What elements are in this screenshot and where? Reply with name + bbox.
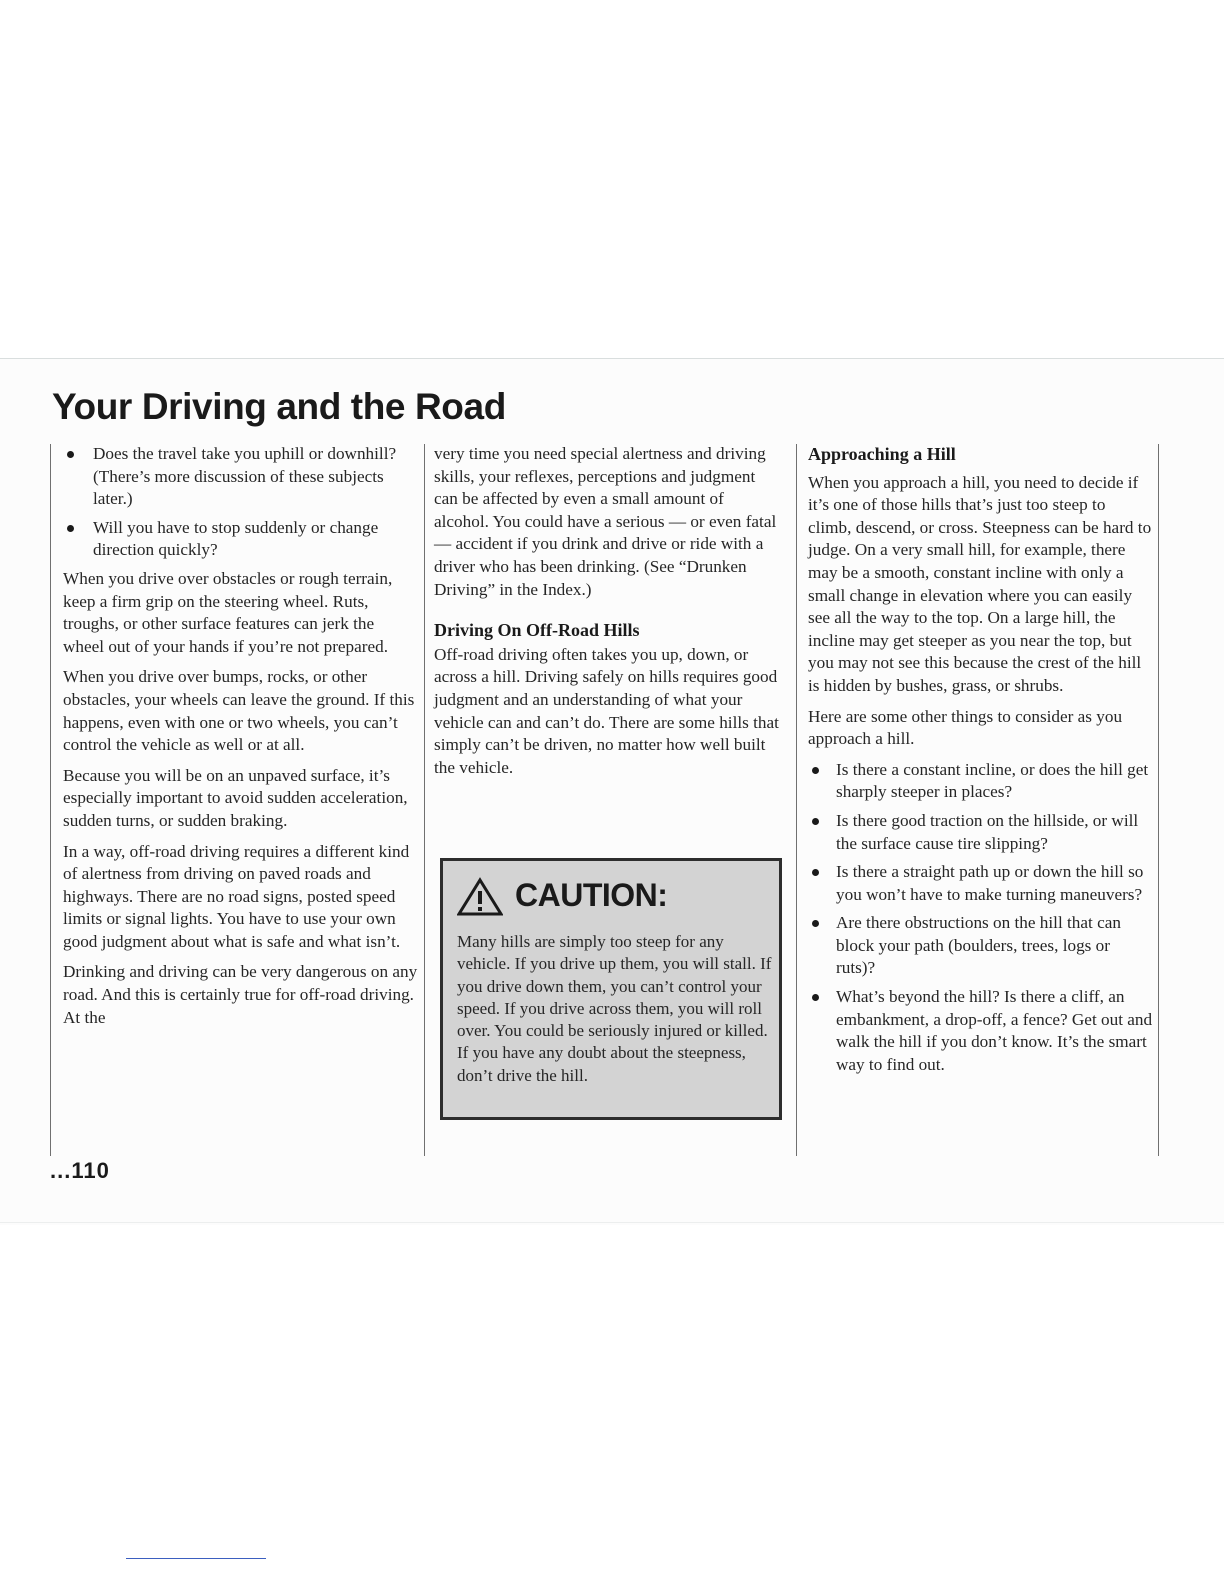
paragraph-unpaved: Because you will be on an unpaved surface, it’s especially important to avoid sudden acceleration, sudden turns, or sudden braking. bbox=[63, 765, 408, 830]
list-item bbox=[63, 443, 418, 511]
list-item-text: Is there a straight path up or down the hill so you won’t have to make turning maneuvers? bbox=[836, 862, 1144, 904]
bullet-icon bbox=[812, 994, 819, 1001]
caution-text: Many hills are simply too steep for any vehicle. If you drive up them, you will stall. If you drive down them, you can’t control your speed. If you drive across them, you will roll over. You could be seriously injured or killed. If you have any doubt about the steepness, don’t drive the hill. bbox=[457, 932, 772, 1085]
list-item-text: Will you have to stop suddenly or change direction quickly? bbox=[93, 517, 379, 560]
list-item-text: Is there good traction on the hillside, or will the surface cause tire slipping? bbox=[836, 810, 1139, 853]
column-divider-middle bbox=[424, 444, 425, 1156]
column-2 bbox=[434, 443, 779, 787]
column-divider-left bbox=[50, 444, 51, 1156]
bullet-icon bbox=[812, 818, 819, 825]
bullet-icon bbox=[812, 869, 819, 876]
column-divider-edge bbox=[1158, 444, 1159, 1156]
paragraph-drinking-continued: very time you need special alertness and driving skills, your reflexes, perceptions and judgment can be affected by even a small amount of alcohol. You could have a serious — or even fatal — accident if you drink and drive or ride with a driver who has been drinking. (See “Drunken Driving” in the Index.) bbox=[434, 444, 777, 599]
column-divider-right bbox=[796, 444, 797, 1156]
paragraph-alertness: In a way, off-road driving requires a different kind of alertness from driving on paved roads and highways. There are no road signs, posted speed limits or signal lights. You have to use your own good judgment about what is safe and what isn’t. bbox=[63, 841, 410, 951]
warning-triangle-icon bbox=[457, 877, 503, 922]
column-1 bbox=[63, 443, 418, 1037]
caution-box bbox=[440, 858, 782, 1120]
paragraph-drinking: Drinking and driving can be very dangerous on any road. And this is certainly true for off-road driving. At the bbox=[63, 962, 418, 1027]
caution-title: CAUTION: bbox=[515, 877, 668, 913]
paragraph-off-road-hills: Off-road driving often takes you up, down, or across a hill. Driving safely on hills requires good judgment and an understanding of what your vehicle can and can’t do. There are some hills that simply can’t be driven, no matter how well built the vehicle. bbox=[434, 644, 779, 777]
heading-off-road-hills: Driving On Off-Road Hills bbox=[434, 620, 640, 641]
footer-rule bbox=[126, 1558, 266, 1559]
list-item bbox=[808, 912, 1153, 980]
list-item-text: Is there a constant incline, or does the hill get sharply steeper in places? bbox=[836, 759, 1149, 802]
list-item bbox=[808, 759, 1153, 804]
list-item-text: Are there obstructions on the hill that can block your path (boulders, trees, logs or ruts)? bbox=[836, 913, 1121, 978]
list-item bbox=[808, 810, 1153, 855]
column-3 bbox=[808, 443, 1153, 1082]
page-number: ...110 bbox=[50, 1158, 110, 1183]
bullet-icon bbox=[812, 767, 819, 774]
bullet-icon bbox=[67, 451, 74, 458]
bullet-icon bbox=[67, 525, 74, 532]
paragraph-consider: Here are some other things to consider as you approach a hill. bbox=[808, 706, 1123, 749]
list-item bbox=[63, 517, 418, 562]
travel-questions-list bbox=[63, 443, 418, 562]
page-bottom-edge bbox=[0, 1222, 1224, 1223]
list-item bbox=[808, 986, 1153, 1076]
paragraph-approach: When you approach a hill, you need to decide if it’s one of those hills that’s just too steep to climb, descend, or cross. Steepness can be hard to judge. On a very small hill, for example, there may be a smooth, constant incline with only a small change in elevation where you can easily see all the way to the top. On a large hill, the incline may get steeper as you near the top, but you may not see this because the crest of the hill is hidden by bushes, grass, or shrubs. bbox=[808, 472, 1152, 695]
hill-questions-list bbox=[808, 759, 1153, 1077]
paragraph-bumps: When you drive over bumps, rocks, or other obstacles, your wheels can leave the ground. If this happens, even with one or two wheels, you can’t control the vehicle as well or at all. bbox=[63, 667, 415, 755]
heading-approaching-hill: Approaching a Hill bbox=[808, 444, 956, 464]
list-item-text: Does the travel take you uphill or downhill? (There’s more discussion of these subjects later.) bbox=[93, 444, 397, 509]
bullet-icon bbox=[812, 920, 819, 927]
paragraph-steering: When you drive over obstacles or rough terrain, keep a firm grip on the steering wheel. Ruts, troughs, or other surface features can jerk the wheel out of your hands if you’re not prepared. bbox=[63, 568, 393, 656]
list-item bbox=[808, 861, 1153, 906]
section-title: Your Driving and the Road bbox=[52, 386, 506, 427]
list-item-text: What’s beyond the hill? Is there a cliff, an embankment, a drop-off, a fence? Get out and walk the hill if you don’t know. It’s the smart way to find out. bbox=[836, 987, 1153, 1074]
